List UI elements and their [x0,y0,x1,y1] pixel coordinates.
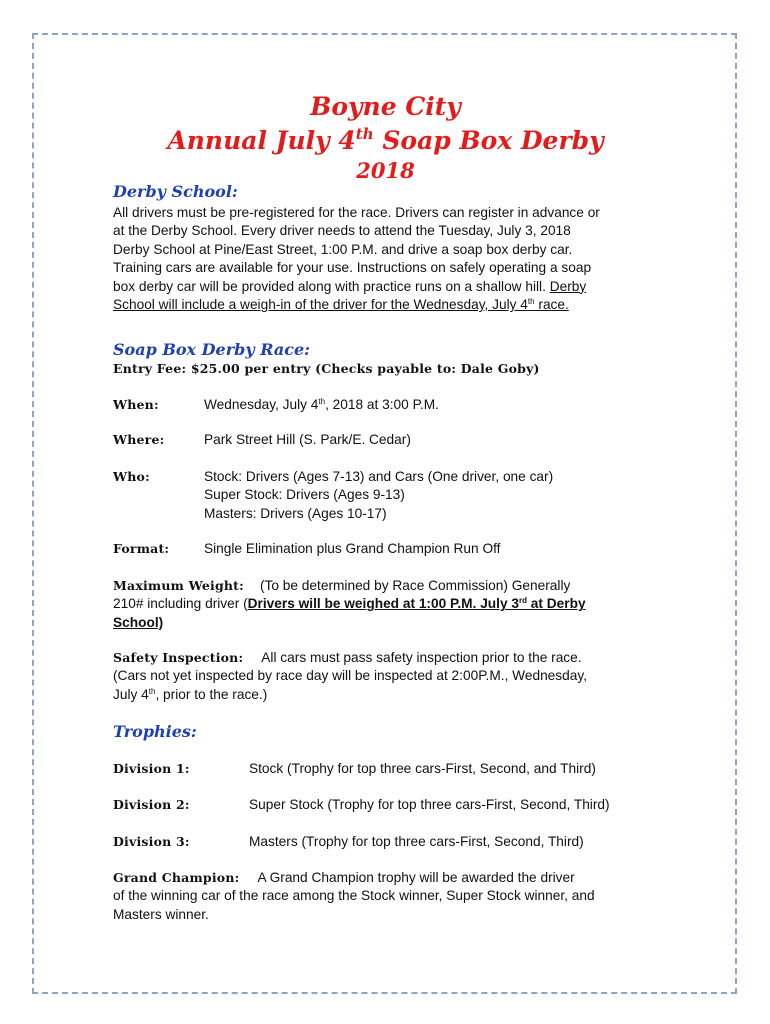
title-event [113,126,658,156]
when-label: When: [113,397,159,412]
safety-line-1 [113,649,658,667]
derby-school-line-5-underlined: Derby [549,278,587,294]
grand-champion-line-2: of the winning car of the race among the Stock winner, Super Stock winner, and [113,888,595,904]
division-3-value: Masters (Trophy for top three cars-First, Second, Third) [249,834,584,849]
when-value [204,396,439,414]
who-values [204,468,553,523]
title-event-text: Annual July 4 [167,126,356,155]
safety-line-3-text-2: , prior to the race.) [155,686,268,702]
max-weight-text: (To be determined by Race Commission) Generally [259,578,571,593]
who-line-masters: Masters: Drivers (Ages 10-17) [204,505,387,521]
max-weight-emphasis-text-2: at Derby [527,596,586,612]
division-2-value: Super Stock (Trophy for top three cars-First, Second, Third) [249,797,610,812]
safety-text: All cars must pass safety inspection prior to the race. [261,650,582,665]
safety-line-2: (Cars not yet inspected by race day will be inspected at 2:00P.M., Wednesday, [113,668,587,684]
max-weight-line-1 [113,577,658,595]
title-year: 2018 [356,158,415,183]
division-3-label: Division 3: [113,834,190,849]
safety-line-3-text: July 4 [113,686,149,702]
grand-champion-text: A Grand Champion trophy will be awarded the driver [257,870,575,885]
format-value: Single Elimination plus Grand Champion Run Off [204,541,501,556]
safety-line-3-sup: th [148,686,156,696]
max-weight-label: Maximum Weight: [113,578,244,593]
where-label: Where: [113,432,165,447]
grand-champion-label: Grand Champion: [113,870,240,885]
grand-champion-paragraph [113,869,658,924]
derby-school-line-6-text: School will include a weigh-in of the driver for the Wednesday, July 4 [113,297,528,313]
entry-fee [113,360,658,378]
division-1-value: Stock (Trophy for top three cars-First, Second, and Third) [249,761,596,776]
safety-paragraph [113,649,658,704]
who-line-stock: Stock: Drivers (Ages 7-13) and Cars (One driver, one car) [204,469,554,484]
derby-school-line-6-sup: th [527,297,535,307]
derby-school-line-4: Training cars are available for your use. Instructions on safely operating a soap [113,260,592,276]
safety-label: Safety Inspection: [113,650,244,665]
max-weight-emphasis-sup: rd [519,596,527,606]
who-label: Who: [113,469,150,484]
when-value-text: Wednesday, July 4 [204,397,319,412]
title-event-text-2: Soap Box Derby [373,126,604,155]
derby-school-line-5-text: box derby car will be provided along with practice runs on a shallow hill. [113,278,550,294]
when-value-text-2: , 2018 at 3:00 P.M. [325,397,439,412]
who-line-super-stock: Super Stock: Drivers (Ages 9-13) [204,487,405,503]
entry-fee-text: Entry Fee: $25.00 per entry (Checks payable to: Dale Goby) [113,361,540,376]
safety-line-3 [113,686,658,704]
derby-school-paragraph [113,204,658,314]
division-2-label: Division 2: [113,797,190,812]
derby-school-line-6-text-2: race. [534,297,569,313]
max-weight-line-2 [113,595,658,613]
derby-school-heading: Derby School: [113,182,238,201]
max-weight-paragraph [113,577,658,632]
trophies-heading: Trophies: [113,722,197,741]
max-weight-emphasis [248,596,586,611]
max-weight-emphasis-text: Drivers will be weighed at 1:00 P.M. July 3 [247,596,519,612]
derby-school-line-5 [113,278,658,296]
division-1-label: Division 1: [113,761,190,776]
race-heading: Soap Box Derby Race: [113,340,311,359]
max-weight-line-3: School) [113,614,164,630]
derby-school-line-2: at the Derby School. Every driver needs to attend the Tuesday, July 3, 2018 [113,223,571,239]
title-city: Boyne City [310,92,461,121]
format-label: Format: [113,541,170,556]
when-value-sup: th [318,397,326,406]
grand-champion-line-3: Masters winner. [113,906,209,922]
derby-school-line-6 [113,296,658,314]
grand-champion-line-1 [113,869,658,887]
title-event-sup: th [355,125,374,143]
derby-school-line-3: Derby School at Pine/East Street, 1:00 P.M. and drive a soap box derby car. [113,241,573,257]
where-value: Park Street Hill (S. Park/E. Cedar) [204,432,411,447]
derby-school-line-1: All drivers must be pre-registered for the race. Drivers can register in advance or [113,205,600,220]
max-weight-line-2-text: 210# including driver ( [113,596,248,612]
